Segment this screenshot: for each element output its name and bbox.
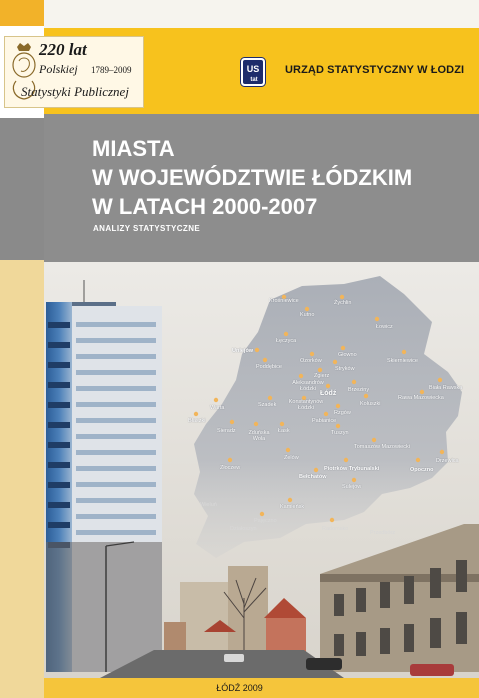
map-city-label: Żychlin	[334, 300, 352, 306]
report-subtitle: ANALIZY STATYSTYCZNE	[93, 224, 201, 233]
map-city-label: Wieluń	[200, 502, 217, 508]
map-city-label: Tomaszów Mazowiecki	[354, 444, 410, 450]
map-city-label: Opoczno	[410, 467, 434, 473]
map-city-label: Sieradz	[217, 428, 236, 434]
map-city-label: Łódź	[320, 390, 337, 397]
map-city-label: Pajęczno	[254, 518, 277, 524]
office-name: URZĄD STATYSTYCZNY W ŁODZI	[285, 64, 465, 76]
map-city-label: Warta	[210, 405, 225, 411]
map-city-label: Bełchatów	[299, 474, 327, 480]
map-city-label: Szadek	[258, 402, 277, 408]
map-city-label: Brzeziny	[348, 387, 370, 393]
map-city-label: Aleksandrów Łódzki	[292, 380, 324, 392]
map-city-label: Kamieńsk	[280, 504, 305, 510]
map-city-label: Piotrków Trybunalski	[324, 466, 380, 472]
map-city-label: Krośniewice	[269, 298, 299, 304]
map-city-label: Ozorków	[300, 358, 322, 364]
left-bar-grey-segment	[0, 118, 44, 260]
logo-subtext: tat	[250, 77, 258, 83]
report-title	[92, 134, 412, 221]
map-city-label: Głowno	[338, 352, 357, 358]
map-city-label: Przedbórz	[370, 530, 396, 536]
map-city-label: Rzgów	[334, 410, 351, 416]
map-city-label: Łowicz	[376, 324, 393, 330]
map-city-label: Tuszyn	[331, 430, 349, 436]
map-city-label: Skierniewice	[387, 358, 418, 364]
map-city-label: Zduńska Wola	[248, 430, 270, 442]
anniversary-line2: Polskiej	[39, 62, 78, 76]
map-city-label: Koluszki	[360, 401, 381, 407]
map-city-label: Poddębice	[256, 364, 282, 370]
title-line-2: W WOJEWÓDZTWIE ŁÓDZKIM	[92, 165, 413, 190]
map-city-label: Łask	[278, 428, 290, 434]
map-city-label: Błaszki	[188, 418, 206, 424]
title-line-3: W LATACH 2000-2007	[92, 194, 318, 219]
title-line-1: MIASTA	[92, 136, 175, 161]
map-city-label: Działoszyn	[230, 526, 257, 532]
map-city-label: Kutno	[300, 312, 315, 318]
anniversary-line3: Statystyki Publicznej	[21, 84, 129, 99]
high-rise-building	[46, 280, 162, 672]
map-city-label: Biała Rawska	[429, 385, 463, 391]
left-bar-cream-segment	[0, 260, 44, 698]
anniversary-logo	[4, 36, 144, 108]
map-city-label: Zelów	[284, 455, 299, 461]
map-city-label: Pabianice	[312, 418, 337, 424]
map-city-label: Rawa Mazowiecka	[398, 395, 444, 401]
logo-text: US	[246, 64, 260, 74]
map-city-label: Radomsko	[322, 526, 349, 532]
statistics-office-logo	[240, 57, 266, 87]
left-bar-orange-segment	[0, 0, 44, 26]
map-city-label: Zgierz	[314, 373, 330, 379]
cover-photo-collage	[44, 262, 479, 678]
map-city-label: Łęczyca	[276, 338, 297, 344]
map-city-label: Stryków	[335, 366, 355, 372]
map-city-label: Uniejów	[232, 348, 254, 354]
map-city-label: Złoczew	[220, 465, 241, 471]
publication-place-year: ŁÓDŹ 2009	[216, 683, 263, 693]
anniversary-years: 1789–2009	[91, 65, 132, 75]
map-city-label: Konstantynów Łódzki	[288, 399, 324, 411]
map-city-label: Drzewica	[436, 458, 459, 464]
map-city-label: Sulejów	[342, 484, 362, 490]
anniversary-number: 220 lat	[39, 40, 87, 59]
